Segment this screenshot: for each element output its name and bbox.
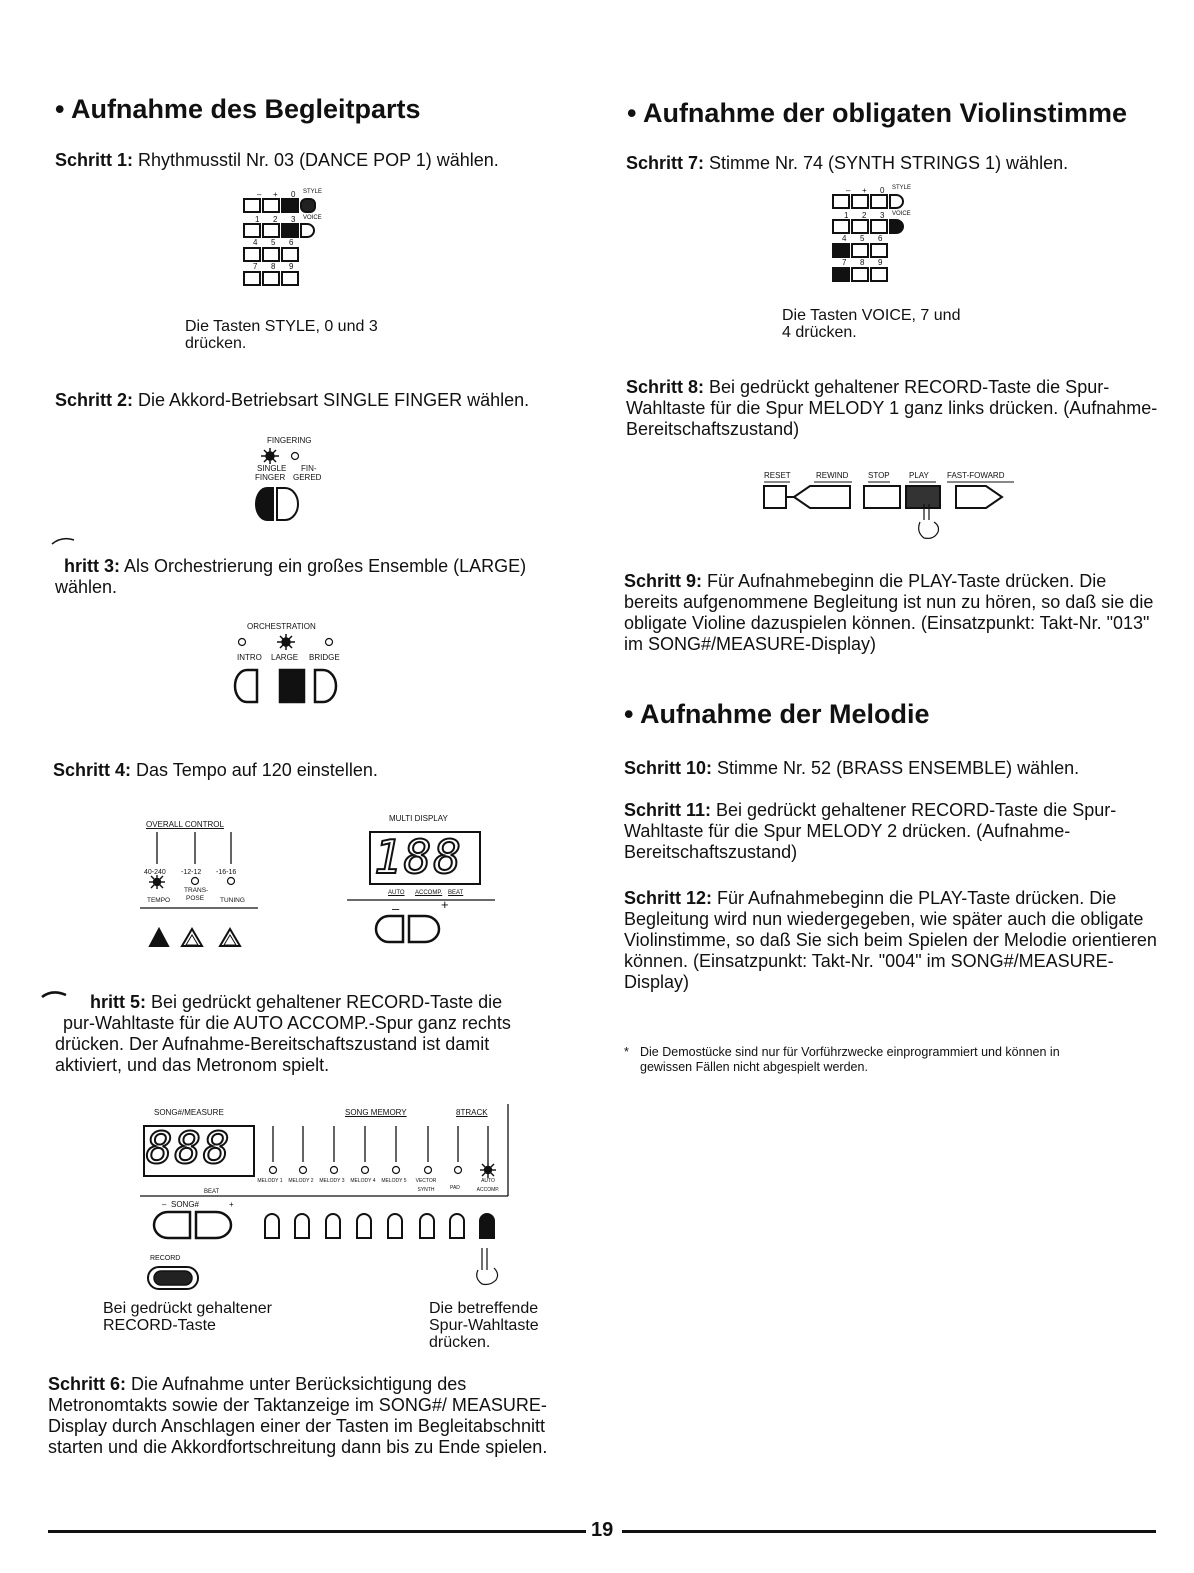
track-select-caption-line2: Spur-Wahltaste — [429, 1317, 539, 1334]
key-label-minus: – — [257, 190, 262, 199]
key2-label-0: 0 — [880, 186, 885, 195]
fingering-single-1: SINGLE — [257, 464, 287, 473]
track-label-5: MELODY 5 — [381, 1178, 407, 1184]
heading-violin: • Aufnahme der obligaten Violinstimme — [627, 98, 1128, 128]
led-track-2-off-icon — [300, 1167, 307, 1174]
keypad-2-caption-line2: 4 drücken. — [782, 324, 857, 341]
led-track-6-off-icon — [425, 1167, 432, 1174]
footnote: Die Demostücke sind nur für Vorführzwecke einprogrammiert und können in gewissen Fällen nicht abgespielt werden. — [640, 1045, 1060, 1074]
step-6 — [48, 1374, 573, 1458]
track-label-7: PAD — [450, 1185, 460, 1191]
key-8[interactable] — [263, 272, 279, 285]
tuning-button[interactable] — [220, 929, 240, 946]
key2-label-8: 8 — [860, 258, 865, 267]
overall-range-tempo: 40-240 — [144, 869, 166, 876]
step-7-text: Stimme Nr. 74 (SYNTH STRINGS 1) wählen. — [704, 153, 1069, 173]
transport-ff-label: FAST-FOWARD — [947, 471, 1005, 480]
track-button-2[interactable] — [295, 1214, 309, 1238]
orchestration-large: LARGE — [271, 653, 299, 662]
key-label-1: 1 — [255, 215, 260, 224]
key2-label-5: 5 — [860, 234, 865, 243]
key2-8[interactable] — [852, 268, 868, 281]
step-12 — [624, 888, 1164, 993]
step-5-text-1: Bei gedrückt gehaltener RECORD-Taste die — [146, 992, 503, 1012]
key-label-4: 4 — [253, 238, 258, 247]
fingering-single-2: FINGER — [255, 473, 286, 482]
key2-label-minus: – — [846, 186, 851, 195]
record-button-pressed[interactable] — [154, 1271, 192, 1285]
led-large-on-icon — [277, 634, 295, 650]
track-select-caption-line1: Die betreffende — [429, 1300, 539, 1317]
key-label-2: 2 — [273, 215, 278, 224]
overall-label-tempo: TEMPO — [147, 897, 171, 904]
step-7-label: Schritt 7: — [626, 153, 705, 173]
overall-control-graphics — [140, 818, 270, 953]
step-4-label: Schritt 4: — [53, 760, 132, 780]
transport-stop-label: STOP — [868, 471, 890, 480]
step-8-text: Bei gedrückt gehaltener RECORD-Taste die Spur-Wahltaste für die Spur MELODY 1 ganz links drücken. (Aufnahme-Bereitschaftszustand) — [626, 377, 1158, 439]
multi-plus-button[interactable] — [409, 916, 439, 942]
multi-display-frame — [370, 832, 480, 884]
key2-3[interactable] — [871, 220, 887, 233]
step-12-text: Für Aufnahmebeginn die PLAY-Taste drücken. Die Begleitung wird nun wiedergegeben, wie später auch die obligate Violinstimme, so daß Sie sich beim Spielen der Melodie orientieren können. (Einsatzpunkt: Takt-Nr. "004" im SONG#/MEASURE-Display) — [624, 888, 1157, 992]
led-intro-off-icon — [239, 639, 246, 646]
step-11-label: Schritt 11: — [624, 800, 712, 820]
key-label-style: STYLE — [303, 189, 323, 195]
key-label-8: 8 — [271, 262, 276, 271]
key-label-6: 6 — [289, 238, 294, 247]
song-memory-title: SONG MEMORY — [345, 1108, 407, 1117]
key2-9[interactable] — [871, 268, 887, 281]
stop-button[interactable] — [864, 486, 900, 508]
track8-title: 8TRACK — [456, 1108, 488, 1117]
single-finger-button-pressed[interactable] — [256, 488, 273, 520]
songnum-label: SONG# — [171, 1200, 200, 1209]
key2-voice-pressed[interactable] — [890, 220, 903, 233]
key2-5[interactable] — [852, 244, 868, 257]
overall-label-transpose-2: POSE — [186, 895, 205, 902]
play-button-pressed[interactable] — [906, 486, 940, 508]
record-caption — [103, 1300, 272, 1334]
step-3 — [55, 556, 555, 598]
key2-label-9: 9 — [878, 258, 883, 267]
step-10 — [624, 758, 1164, 779]
orchestration-diagram — [233, 620, 363, 710]
track-button-8-pressed[interactable] — [480, 1214, 494, 1238]
led-transpose-off-icon — [192, 878, 199, 885]
step-1-text: Rhythmusstil Nr. 03 (DANCE POP 1) wählen. — [133, 150, 499, 170]
step-10-text: Stimme Nr. 52 (BRASS ENSEMBLE) wählen. — [712, 758, 1080, 778]
key2-7-pressed[interactable] — [833, 268, 849, 281]
keypad-2-caption — [782, 307, 960, 341]
song-display-frame — [144, 1123, 254, 1176]
songmeasure-title: SONG#/MEASURE — [154, 1108, 224, 1117]
fingering-diagram — [255, 436, 345, 526]
key-3-pressed[interactable] — [282, 224, 298, 237]
led-tempo-on-icon — [149, 875, 165, 889]
overall-range-transpose: -12-12 — [181, 869, 202, 876]
step-2 — [55, 390, 615, 411]
fast-forward-button[interactable] — [956, 486, 1002, 508]
key-label-plus: + — [273, 190, 278, 199]
fingering-fingered-1: FIN- — [301, 464, 317, 473]
record-label: RECORD — [150, 1255, 181, 1262]
step-4-text: Das Tempo auf 120 einstellen. — [131, 760, 378, 780]
fingering-fingered-2: GERED — [293, 473, 322, 482]
key2-label-2: 2 — [862, 211, 867, 220]
key2-1[interactable] — [833, 220, 849, 233]
key2-style[interactable] — [890, 195, 903, 208]
page-number: 19 — [591, 1519, 614, 1541]
key-9[interactable] — [282, 272, 298, 285]
key-minus[interactable] — [244, 199, 260, 212]
song-plus-label: + — [229, 1200, 234, 1209]
keypad-1-caption — [185, 318, 378, 352]
transpose-button[interactable] — [182, 929, 202, 946]
overall-label-transpose-1: TRANS- — [184, 887, 209, 894]
step-5-text-2: pur-Wahltaste für die AUTO ACCOMP.-Spur ganz rechts — [63, 1013, 511, 1033]
key2-6[interactable] — [871, 244, 887, 257]
track-select-caption-line3: drücken. — [429, 1334, 491, 1351]
overall-control-diagram — [140, 818, 270, 953]
multi-display-diagram — [345, 812, 495, 947]
step-9-label: Schritt 9: — [624, 571, 703, 591]
led-tuning-off-icon — [228, 878, 235, 885]
intro-button[interactable] — [235, 670, 257, 702]
track-button-7[interactable] — [450, 1214, 464, 1238]
step-10-label: Schritt 10: — [624, 758, 713, 778]
multi-label-accomp: ACCOMP. — [415, 890, 443, 896]
large-button-pressed[interactable] — [280, 670, 304, 702]
step-5-text-3: drücken. Der Aufnahme-Bereitschaftszustand ist damit — [55, 1034, 490, 1054]
step-1-label: Schritt 1: — [55, 150, 134, 170]
song-minus-button[interactable] — [154, 1212, 190, 1238]
multi-display-title: MULTI DISPLAY — [389, 814, 448, 823]
key-voice[interactable] — [301, 224, 314, 237]
heading-accompaniment: • Aufnahme des Begleitparts — [55, 94, 421, 124]
track-label-6: VECTOR SYNTH — [415, 1178, 437, 1193]
step-3-label: hritt 3: — [64, 556, 120, 576]
key-1[interactable] — [244, 224, 260, 237]
key2-minus[interactable] — [833, 195, 849, 208]
overall-range-tuning: -16-16 — [216, 869, 237, 876]
step-5 — [55, 992, 595, 1076]
multi-minus: – — [392, 901, 400, 916]
key-label-voice: VOICE — [303, 215, 322, 221]
song-beat-label: BEAT — [204, 1189, 220, 1195]
key2-plus[interactable] — [852, 195, 868, 208]
multi-display-digits: 188 — [374, 830, 464, 884]
key-label-3: 3 — [291, 215, 296, 224]
step-11-text: Bei gedrückt gehaltener RECORD-Taste die Spur-Wahltaste für die Spur MELODY 2 drücken. (Aufnahme-Bereitschaftszustand) — [624, 800, 1117, 862]
rewind-button[interactable] — [786, 486, 850, 508]
key-label-0: 0 — [291, 190, 296, 199]
key2-label-1: 1 — [844, 211, 849, 220]
orchestration-buttons — [233, 620, 363, 710]
led-bridge-off-icon — [326, 639, 333, 646]
footer-rule-left — [48, 1530, 586, 1533]
orchestration-intro: INTRO — [237, 653, 262, 662]
keypad-1-caption-line1: Die Tasten STYLE, 0 und 3 — [185, 318, 378, 335]
led-single-on-icon — [261, 448, 279, 464]
step-8 — [626, 377, 1171, 440]
multi-label-beat: BEAT — [448, 890, 464, 896]
step-6-label: Schritt 6: — [48, 1374, 127, 1394]
transport-play-label: PLAY — [909, 471, 929, 480]
bridge-button[interactable] — [315, 670, 336, 702]
orchestration-title: ORCHESTRATION — [247, 622, 316, 631]
key2-label-voice: VOICE — [892, 211, 911, 217]
transport-rewind-label: REWIND — [816, 471, 849, 480]
overall-control-title: OVERALL CONTROL — [146, 820, 224, 829]
track-button-6[interactable] — [420, 1214, 434, 1238]
step-1 — [55, 150, 595, 171]
step-5-label: hritt 5: — [90, 992, 146, 1012]
scan-mark-icon — [50, 534, 80, 548]
song-track-diagram — [140, 1104, 520, 1294]
key-6[interactable] — [282, 248, 298, 261]
key-0-pressed[interactable] — [282, 199, 298, 212]
keypad-1-buttons — [243, 190, 353, 300]
multi-label-auto: AUTO — [388, 890, 405, 896]
key-plus[interactable] — [263, 199, 279, 212]
multi-plus: + — [441, 897, 449, 912]
key-7[interactable] — [244, 272, 260, 285]
led-track-7-off-icon — [455, 1167, 462, 1174]
orchestration-bridge: BRIDGE — [309, 653, 340, 662]
key-5[interactable] — [263, 248, 279, 261]
key2-0[interactable] — [871, 195, 887, 208]
overall-label-tuning: TUNING — [220, 897, 245, 904]
track-label-1: MELODY 1 — [257, 1178, 283, 1184]
keypad-1-caption-line2: drücken. — [185, 335, 247, 352]
song-plus-button[interactable] — [196, 1212, 231, 1238]
keypad-2-caption-line1: Die Tasten VOICE, 7 und — [782, 307, 961, 324]
step-5-text-4: aktiviert, und das Metronom spielt. — [55, 1055, 330, 1075]
track-label-4: MELODY 4 — [350, 1178, 376, 1184]
keypad-2-buttons — [832, 186, 942, 296]
led-track-8-on-icon — [480, 1162, 496, 1178]
transport-buttons — [764, 468, 1034, 548]
led-track-5-off-icon — [393, 1167, 400, 1174]
fingered-button[interactable] — [277, 488, 298, 520]
led-fingered-off-icon — [292, 453, 299, 460]
keypad-diagram-1 — [243, 190, 353, 300]
key2-label-3: 3 — [880, 211, 885, 220]
heading-melody: • Aufnahme der Melodie — [624, 699, 930, 729]
step-6-text: Die Aufnahme unter Berücksichtigung des Metronomtakts sowie der Taktanzeige im SONG#/ MEASURE-Display durch Anschlagen einer der Tasten im Begleitabschnitt starten und die Akkordfortschreitung dann bis zu Ende spielen. — [48, 1374, 548, 1457]
pointing-hand-icon — [919, 504, 939, 538]
record-caption-line1: Bei gedrückt gehaltener — [103, 1300, 272, 1317]
record-caption-line2: RECORD-Taste — [103, 1317, 216, 1334]
fingering-buttons — [255, 436, 345, 526]
fingering-title: FINGERING — [267, 436, 312, 445]
key-label-7: 7 — [253, 262, 258, 271]
step-2-label: Schritt 2: — [55, 390, 134, 410]
song-minus-label: – — [162, 1200, 167, 1209]
key-style-pressed[interactable] — [301, 199, 315, 212]
track-select-caption — [429, 1300, 539, 1351]
footnote-mark: * — [624, 1045, 629, 1059]
track-button-1[interactable] — [265, 1214, 279, 1238]
step-9 — [624, 571, 1159, 655]
step-3-text: Als Orchestrierung ein großes Ensemble (LARGE) wählen. — [55, 556, 527, 597]
key2-4-pressed[interactable] — [833, 244, 849, 257]
track-label-2: MELODY 2 — [288, 1178, 314, 1184]
step-9-text: Für Aufnahmebeginn die PLAY-Taste drücken. Die bereits aufgenommene Begleitung ist nun zu hören, so daß sie die obligate Violine dazuspielen können. (Einsatzpunkt: Takt-Nr. "013" im SONG#/MEASURE-Display) — [624, 571, 1154, 654]
key-4[interactable] — [244, 248, 260, 261]
step-11 — [624, 800, 1139, 863]
track-button-5[interactable] — [388, 1214, 402, 1238]
key2-label-plus: + — [862, 186, 867, 195]
reset-button[interactable] — [764, 486, 786, 508]
track-button-4[interactable] — [357, 1214, 371, 1238]
step-12-label: Schritt 12: — [624, 888, 713, 908]
song-track-graphics — [140, 1104, 520, 1294]
track-label-3: MELODY 3 — [319, 1178, 345, 1184]
transport-diagram — [764, 468, 1034, 548]
step-8-label: Schritt 8: — [626, 377, 705, 397]
key-label-5: 5 — [271, 238, 276, 247]
pointing-hand-icon — [477, 1248, 498, 1285]
step-2-text: Die Akkord-Betriebsart SINGLE FINGER wählen. — [133, 390, 530, 410]
key-label-9: 9 — [289, 262, 294, 271]
step-7 — [626, 153, 1166, 174]
tempo-button-pressed[interactable] — [150, 929, 168, 946]
step-4 — [53, 760, 593, 781]
key2-label-6: 6 — [878, 234, 883, 243]
multi-minus-button[interactable] — [376, 916, 403, 942]
key2-label-4: 4 — [842, 234, 847, 243]
multi-display-graphics — [345, 812, 495, 947]
footer-rule-right — [622, 1530, 1156, 1533]
song-display-digits: 888 — [146, 1123, 232, 1174]
key2-label-style: STYLE — [892, 185, 912, 191]
key2-2[interactable] — [852, 220, 868, 233]
transport-reset-label: RESET — [764, 471, 791, 480]
led-track-1-off-icon — [270, 1167, 277, 1174]
led-track-4-off-icon — [362, 1167, 369, 1174]
key-2[interactable] — [263, 224, 279, 237]
led-track-3-off-icon — [331, 1167, 338, 1174]
key2-label-7: 7 — [842, 258, 847, 267]
track-label-8: AUTO ACCOMP. — [476, 1178, 500, 1193]
keypad-diagram-2 — [832, 186, 942, 296]
track-button-3[interactable] — [326, 1214, 340, 1238]
